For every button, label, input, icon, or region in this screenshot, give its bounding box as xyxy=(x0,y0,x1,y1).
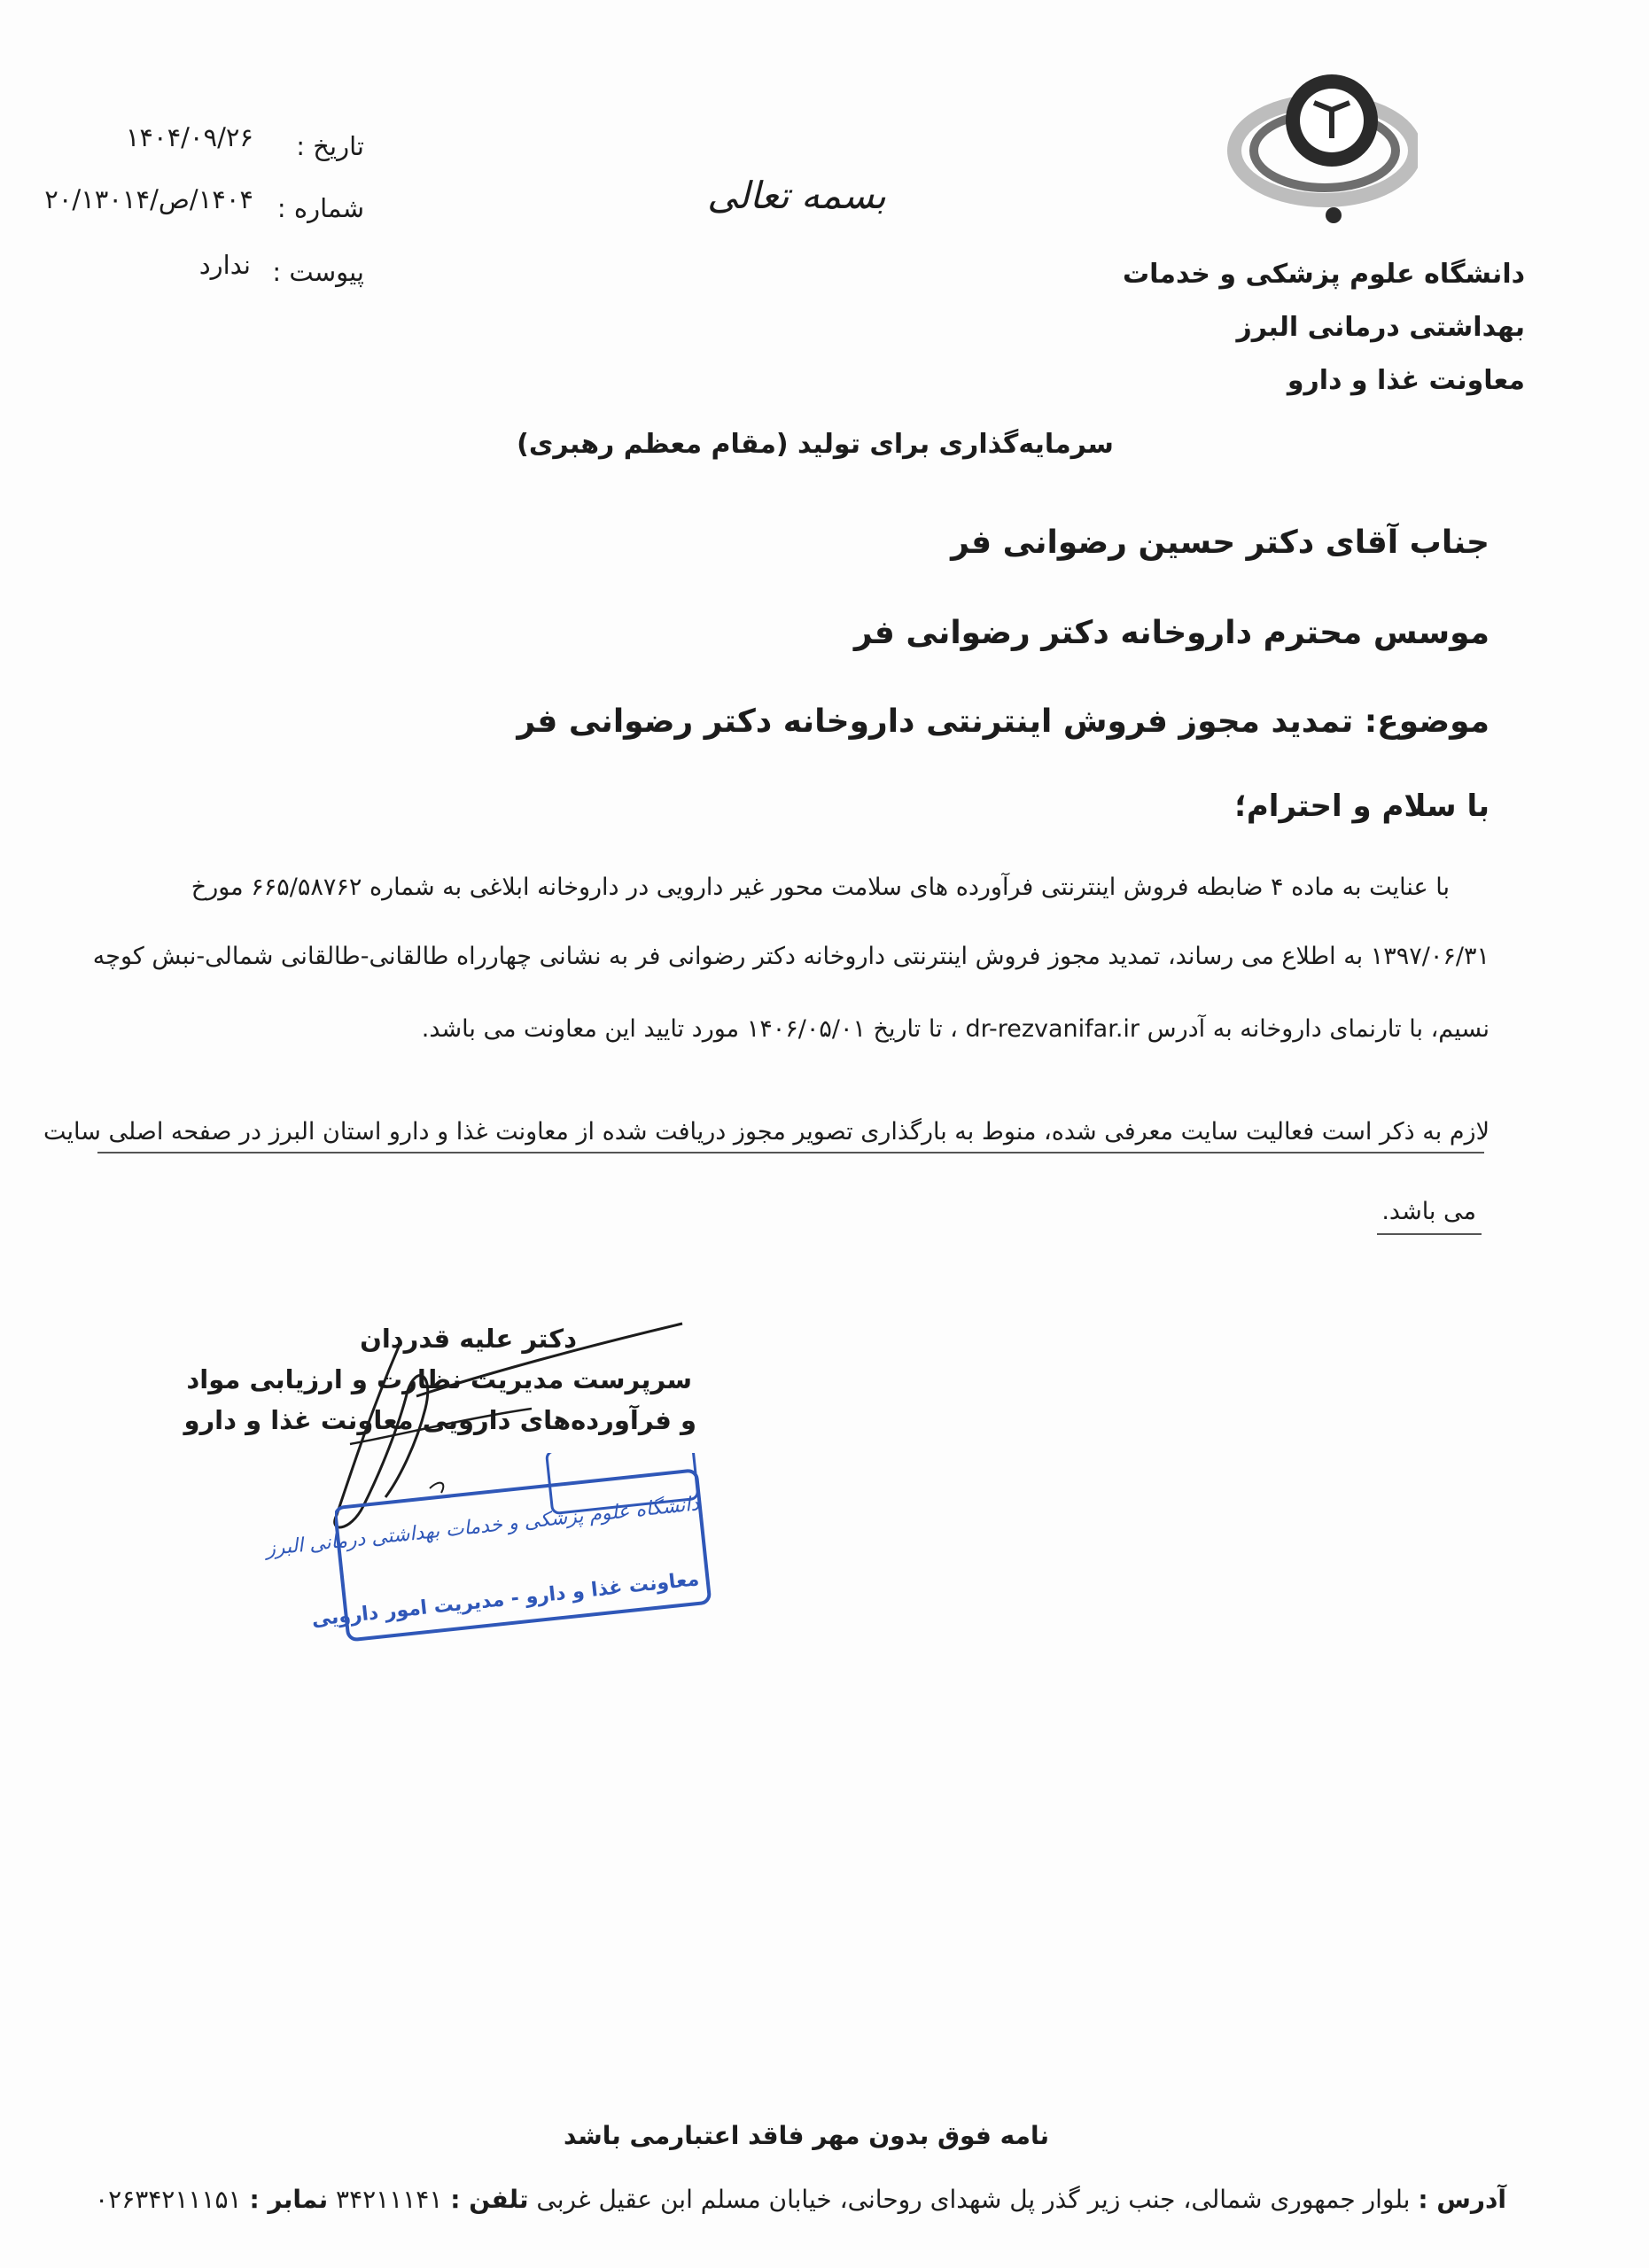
note-line-1: لازم به ذکر است فعالیت سایت معرفی شده، منوط به بارگذاری تصویر مجوز دریافت شده از معاونت غذا و دارو استان البرز در صفحه اصلی سایت xyxy=(43,1118,1490,1146)
footer-address xyxy=(9,2185,1506,2214)
greeting: با سلام و احترام؛ xyxy=(1234,788,1490,824)
attachment-label: پیوست : xyxy=(272,257,364,287)
note-underline-1 xyxy=(97,1152,1484,1153)
recipient-name: جناب آقای دکتر حسین رضوانی فر xyxy=(951,524,1490,561)
letter-subject: موضوع: تمدید مجوز فروش اینترنتی داروخانه دکتر رضوانی فر xyxy=(517,703,1490,740)
date-value: ۱۴۰۴/۰۹/۲۶ xyxy=(125,122,253,152)
body-line-3 xyxy=(422,1015,1490,1043)
footer-validity-note: نامه فوق بدون مهر فاقد اعتبارمی باشد xyxy=(564,2121,1049,2150)
fax-label: نمابر : xyxy=(249,2185,329,2214)
number-label: شماره : xyxy=(276,193,364,223)
date-label: تاریخ : xyxy=(296,131,364,161)
org-name-line1: دانشگاه علوم پزشکی و خدمات xyxy=(1122,259,1525,290)
bismillah-heading: بسمه تعالی xyxy=(707,174,886,217)
number-value: ۱۴۰۴/ص/۲۰/۱۳۰۱۴ xyxy=(44,184,253,214)
stamp-text-1: دانشگاه علوم پزشکی و خدمات بهداشتی درمانی البرز xyxy=(264,1493,701,1561)
body-line-3-part1: نسیم، با تارنمای داروخانه به آدرس xyxy=(1147,1015,1490,1043)
org-name-line3: معاونت غذا و دارو xyxy=(1287,365,1525,396)
body-line-2: ۱۳۹۷/۰۶/۳۱ به اطلاع می رساند، تمدید مجوز فروش اینترنتی داروخانه دکتر رضوانی فر به نشانی چهارراه طالقانی-طالقانی شمالی-نبش کوچه xyxy=(92,943,1490,970)
address-text: بلوار جمهوری شمالی، جنب زیر گذر پل شهدای روحانی، خیابان مسلم ابن عقیل غربی xyxy=(536,2185,1411,2214)
year-slogan: سرمایه‌گذاری برای تولید (مقام معظم رهبری) xyxy=(517,429,1114,460)
note-underline-2 xyxy=(1377,1233,1482,1235)
stamp-text-2: معاونت غذا و دارو - مدیریت امور دارویی xyxy=(310,1568,701,1632)
signatory-title-2: و فرآورده‌های دارویی معاونت غذا و دارو xyxy=(183,1405,696,1435)
signatory-name: دکتر علیه قدردان xyxy=(360,1324,577,1354)
attachment-value: ندارد xyxy=(198,250,251,280)
body-line-3-part2: ، تا تاریخ ۱۴۰۶/۰۵/۰۱ مورد تایید این معاونت می باشد. xyxy=(421,1015,958,1043)
body-line-1: با عنایت به ماده ۴ ضابطه فروش اینترنتی فرآورده های سلامت محور غیر دارویی در داروخانه ابلاغی به شماره ۶۶۵/۵۸۷۶۲ مورخ xyxy=(191,874,1450,901)
fax-value: ۰۲۶۳۴۲۱۱۱۵۱ xyxy=(95,2185,242,2214)
address-label: آدرس : xyxy=(1418,2185,1506,2214)
university-logo-icon xyxy=(1227,69,1418,246)
website-address: dr-rezvanifar.ir xyxy=(965,1015,1140,1043)
note-line-2: می باشد. xyxy=(1381,1198,1476,1225)
phone-label: تلفن : xyxy=(450,2185,529,2214)
org-name-line2: بهداشتی درمانی البرز xyxy=(1236,312,1525,343)
recipient-title: موسس محترم داروخانه دکتر رضوانی فر xyxy=(853,615,1490,651)
signatory-title-1: سرپرست مدیریت نظارت و ارزیابی مواد xyxy=(186,1364,692,1394)
phone-value: ۳۴۲۱۱۱۴۱ xyxy=(336,2185,443,2214)
